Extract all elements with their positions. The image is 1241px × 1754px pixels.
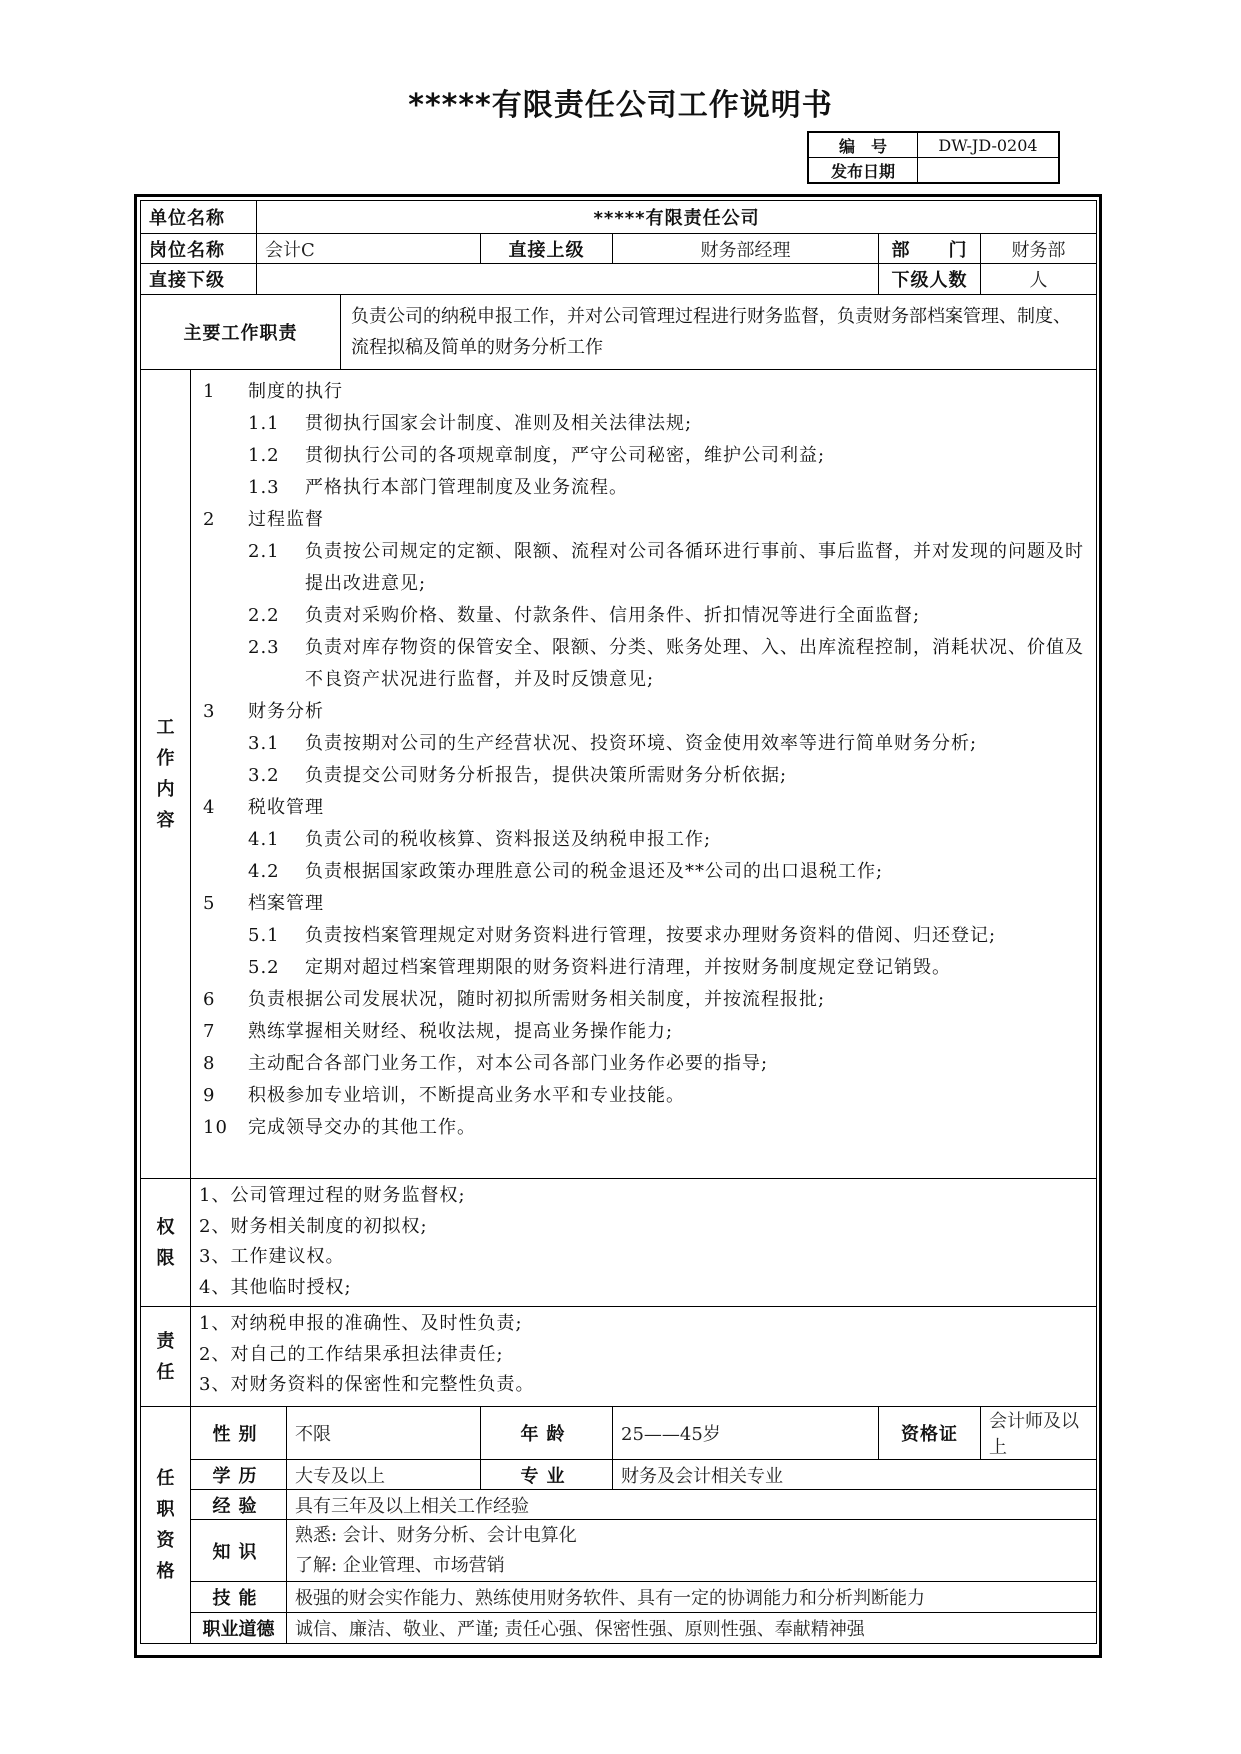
gender-value: 不限 — [287, 1407, 481, 1460]
work-item — [203, 1112, 1088, 1144]
skill-label: 技能 — [191, 1582, 287, 1613]
work-subitem — [203, 856, 1088, 888]
authority-item: 3、工作建议权。 — [199, 1246, 345, 1267]
work-subitem-text: 定期对超过档案管理期限的财务资料进行清理，并按财务制度规定登记销毁。 — [305, 957, 951, 978]
authority-list — [191, 1179, 1097, 1307]
work-content-list — [191, 370, 1097, 1179]
unit-label: 单位名称 — [141, 201, 257, 234]
work-subitem-number: 5.2 — [248, 957, 280, 978]
know-value — [287, 1520, 1097, 1582]
work-subitem-number: 2.1 — [248, 541, 280, 562]
work-item-number: 4 — [203, 797, 216, 818]
work-item — [203, 504, 1088, 536]
major-value: 财务及会计相关专业 — [613, 1460, 1097, 1490]
code-value: DW-JD-0204 — [918, 132, 1060, 158]
qual-row-6 — [141, 1613, 1097, 1644]
know-label: 知识 — [191, 1520, 287, 1582]
cert-value: 会计师及以上 — [981, 1407, 1097, 1460]
work-item-number: 3 — [203, 701, 216, 722]
work-subitem-text: 负责按期对公司的生产经营状况、投资环境、资金使用效率等进行简单财务分析; — [305, 733, 978, 754]
responsibility-label: 责 任 — [141, 1307, 191, 1407]
code-label: 编 号 — [808, 132, 918, 158]
document-meta-table — [807, 131, 1060, 184]
work-item-number: 8 — [203, 1053, 216, 1074]
work-item-number: 5 — [203, 893, 216, 914]
position-value: 会计C — [257, 234, 481, 264]
work-subitem-text: 贯彻执行公司的各项规章制度，严守公司秘密，维护公司利益; — [305, 445, 826, 466]
work-subitem — [203, 952, 1088, 984]
position-label: 岗位名称 — [141, 234, 257, 264]
work-subitem — [203, 536, 1088, 600]
authority-item: 1、公司管理过程的财务监督权; — [199, 1185, 466, 1206]
main-duty-text: 负责公司的纳税申报工作，并对公司管理过程进行财务监督，负责财务部档案管理、制度、流程拟稿及简单的财务分析工作 — [341, 295, 1097, 370]
qual-row-3 — [141, 1490, 1097, 1520]
dept-label: 部 门 — [879, 234, 981, 264]
work-item — [203, 1016, 1088, 1048]
work-subitem-number: 3.2 — [248, 765, 280, 786]
dept-value: 财务部 — [981, 234, 1097, 264]
superior-value: 财务部经理 — [613, 234, 879, 264]
main-duty-label: 主要工作职责 — [141, 295, 341, 370]
work-subitem-number: 3.1 — [248, 733, 280, 754]
work-item-text: 完成领导交办的其他工作。 — [248, 1117, 476, 1138]
work-subitem-text: 严格执行本部门管理制度及业务流程。 — [305, 477, 628, 498]
qual-row-4 — [141, 1520, 1097, 1582]
exp-label: 经验 — [191, 1490, 287, 1520]
know-item: 熟悉: 会计、财务分析、会计电算化 — [295, 1524, 577, 1546]
work-item-text: 过程监督 — [248, 509, 324, 530]
gender-label: 性别 — [191, 1407, 287, 1460]
work-item — [203, 1080, 1088, 1112]
main-duty-row — [141, 295, 1097, 370]
work-subitem — [203, 600, 1088, 632]
date-value — [918, 158, 1060, 184]
work-subitem-text: 负责按档案管理规定对财务资料进行管理，按要求办理财务资料的借阅、归还登记; — [305, 925, 997, 946]
work-subitem-number: 1.2 — [248, 445, 280, 466]
document-title: *****有限责任公司工作说明书 — [408, 88, 833, 123]
work-subitem — [203, 408, 1088, 440]
qual-row-1 — [141, 1407, 1097, 1460]
authority-item: 2、财务相关制度的初拟权; — [199, 1215, 428, 1237]
responsibility-row — [141, 1307, 1097, 1407]
position-row — [141, 234, 1097, 264]
ethics-label: 职业道德 — [191, 1613, 287, 1644]
work-item-number: 7 — [203, 1021, 216, 1042]
edu-value: 大专及以上 — [287, 1460, 481, 1490]
subordinate-row — [141, 264, 1097, 295]
work-subitem-number: 1.1 — [248, 413, 280, 434]
age-value: 25——45岁 — [613, 1407, 879, 1460]
work-subitem-text: 负责对采购价格、数量、付款条件、信用条件、折扣情况等进行全面监督; — [305, 605, 921, 626]
age-label: 年龄 — [481, 1407, 613, 1460]
work-item — [203, 696, 1088, 728]
work-subitem-text: 负责根据国家政策办理胜意公司的税金退还及**公司的出口退税工作; — [305, 861, 884, 882]
work-subitem-number: 5.1 — [248, 925, 280, 946]
qualification-label: 任 职 资 格 — [141, 1407, 191, 1644]
work-subitem — [203, 632, 1088, 696]
work-content-label: 工 作 内 容 — [141, 370, 191, 1179]
work-item-text: 制度的执行 — [248, 381, 343, 402]
responsibility-list — [191, 1307, 1097, 1407]
subordinate-value — [257, 264, 879, 295]
work-subitem-number: 4.2 — [248, 861, 280, 882]
work-item — [203, 984, 1088, 1016]
sub-count-label: 下级人数 — [879, 264, 981, 295]
work-content-row — [141, 370, 1097, 1179]
work-item-number: 1 — [203, 381, 216, 402]
superior-label: 直接上级 — [481, 234, 613, 264]
work-item-text: 税收管理 — [248, 797, 324, 818]
date-label: 发布日期 — [808, 158, 918, 184]
work-subitem-number: 2.2 — [248, 605, 280, 626]
work-item — [203, 792, 1088, 824]
work-item-text: 财务分析 — [248, 701, 324, 722]
sub-count-value: 人 — [981, 264, 1097, 295]
responsibility-item: 1、对纳税申报的准确性、及时性负责; — [199, 1313, 523, 1334]
responsibility-item: 2、对自己的工作结果承担法律责任; — [199, 1343, 504, 1365]
work-item-number: 9 — [203, 1085, 216, 1106]
ethics-value: 诚信、廉洁、敬业、严谨; 责任心强、保密性强、原则性强、奉献精神强 — [287, 1613, 1097, 1644]
work-item-number: 10 — [203, 1117, 228, 1138]
work-item — [203, 1048, 1088, 1080]
work-item-text: 档案管理 — [248, 893, 324, 914]
work-subitem-number: 1.3 — [248, 477, 280, 498]
work-item-text: 主动配合各部门业务工作，对本公司各部门业务作必要的指导; — [248, 1053, 769, 1074]
work-subitem — [203, 760, 1088, 792]
work-subitem-number: 4.1 — [248, 829, 280, 850]
work-subitem-text: 负责按公司规定的定额、限额、流程对公司各循环进行事前、事后监督，并对发现的问题及时提出改进意见; — [305, 541, 1084, 594]
work-item-number: 6 — [203, 989, 216, 1010]
exp-value: 具有三年及以上相关工作经验 — [287, 1490, 1097, 1520]
major-label: 专业 — [481, 1460, 613, 1490]
work-item-text: 熟练掌握相关财经、税收法规，提高业务操作能力; — [248, 1021, 674, 1042]
unit-row — [141, 201, 1097, 234]
unit-value: *****有限责任公司 — [257, 201, 1097, 234]
work-subitem-text: 负责公司的税收核算、资料报送及纳税申报工作; — [305, 829, 712, 850]
work-item-text: 积极参加专业培训，不断提高业务水平和专业技能。 — [248, 1085, 685, 1106]
work-subitem — [203, 920, 1088, 952]
work-item — [203, 376, 1088, 408]
know-item: 了解: 企业管理、市场营销 — [295, 1554, 505, 1576]
cert-label: 资格证 — [879, 1407, 981, 1460]
work-items — [203, 376, 1088, 1144]
work-subitem — [203, 728, 1088, 760]
authority-row — [141, 1179, 1097, 1307]
qual-row-5 — [141, 1582, 1097, 1613]
authority-item: 4、其他临时授权; — [199, 1276, 352, 1298]
responsibility-item: 3、对财务资料的保密性和完整性负责。 — [199, 1374, 535, 1395]
work-item-text: 负责根据公司发展状况，随时初拟所需财务相关制度，并按流程报批; — [248, 989, 826, 1010]
work-subitem-text: 负责对库存物资的保管安全、限额、分类、账务处理、入、出库流程控制，消耗状况、价值及不良资产状况进行监督，并及时反馈意见; — [305, 637, 1084, 690]
subordinate-label: 直接下级 — [141, 264, 257, 295]
work-subitem-text: 贯彻执行国家会计制度、准则及相关法律法规; — [305, 413, 693, 434]
work-subitem-text: 负责提交公司财务分析报告，提供决策所需财务分析依据; — [305, 765, 788, 786]
work-subitem — [203, 824, 1088, 856]
authority-label: 权 限 — [141, 1179, 191, 1307]
work-subitem — [203, 472, 1088, 504]
work-item-number: 2 — [203, 509, 216, 530]
work-subitem-number: 2.3 — [248, 637, 280, 658]
work-subitem — [203, 440, 1088, 472]
job-description-table — [140, 200, 1097, 1644]
edu-label: 学历 — [191, 1460, 287, 1490]
skill-value: 极强的财会实作能力、熟练使用财务软件、具有一定的协调能力和分析判断能力 — [287, 1582, 1097, 1613]
work-item — [203, 888, 1088, 920]
qual-row-2 — [141, 1460, 1097, 1490]
